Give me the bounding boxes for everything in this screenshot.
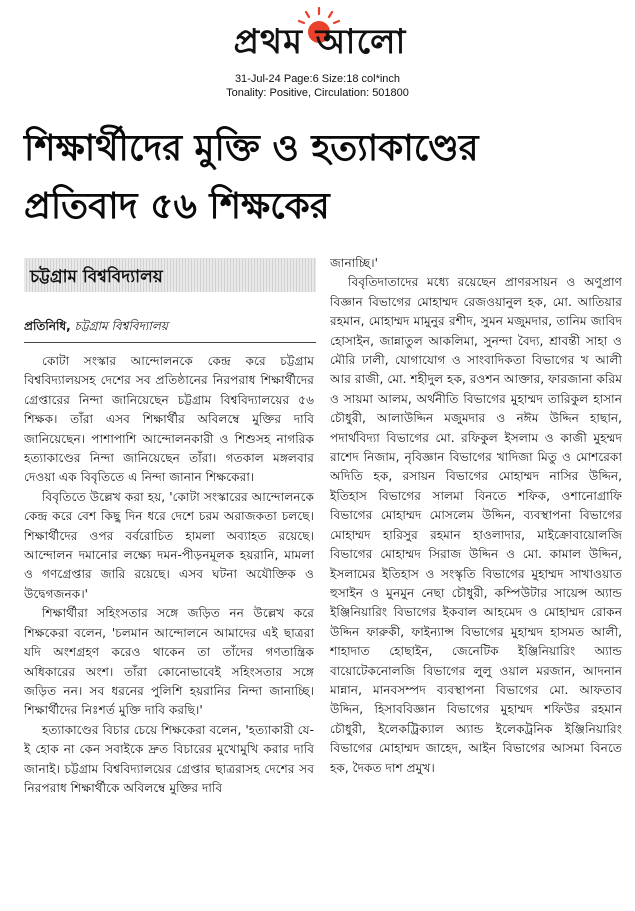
headline-line-1: শিক্ষার্থীদের মুক্তি ও হত্যাকাণ্ডের [24,128,479,169]
clipping-meta [0,72,635,100]
headline-line-2: প্রতিবাদ ৫৬ শিক্ষকের [24,186,330,227]
article-paragraph: জানাচ্ছি।' [330,256,378,270]
clipping-tonality-line: Tonality: Positive, Circulation: 501800 [226,87,409,99]
byline-place: চট্টগ্রাম বিশ্ববিদ্যালয় [74,319,168,333]
article-paragraph: বিবৃতিতে উল্লেখ করা হয়, 'কোটা সংস্কারের আন্দোলনকে কেন্দ্র করে বেশ কিছু দিন ধরে দেশে চরম অরাজকতা চলছে। শিক্ষার্থীদের ওপর বর্বরোচিত হামলা অব্যাহত রয়েছে। আন্দোলন দমানোর লক্ষ্যে দমন-পীড়নমূলক হয়রানি, মামলা ও গণগ্রেপ্তার জারি রয়েছে। এসব ঘটনা অযৌক্তিক ও উদ্বেগজনক।' [24,489,314,601]
article-paragraph: শিক্ষার্থীরা সহিংসতার সঙ্গে জড়িত নন উল্লেখ করে শিক্ষকেরা বলেন, 'চলমান আন্দোলনে আমাদের এই ছাত্ররা যদি অংশগ্রহণ করেও থাকেন তা তাঁদের গণতান্ত্রিক অধিকারের অংশ। তাঁরা কোনোভাবেই সহিংসতার সঙ্গে জড়িত নন। সব ধরনের পুলিশি হয়রানির নিন্দা জানাচ্ছি। শিক্ষার্থীদের নিঃশর্ত মুক্তি দাবি করছি।' [24,606,314,718]
article-paragraph: হত্যাকাণ্ডের বিচার চেয়ে শিক্ষকেরা বলেন, 'হত্যাকারী যে-ই হোক না কেন সবাইকে দ্রুত বিচারের মুখোমুখি করার দাবি জানাই। চট্টগ্রাম বিশ্ববিদ্যালয়ের গ্রেপ্তার ছাত্ররাসহ দেশের সব নিরপরাধ শিক্ষার্থীকে অবিলম্বে মুক্তির দাবি [24,722,314,795]
section-label: চট্টগ্রাম বিশ্ববিদ্যালয় [30,267,163,287]
byline-reporter: প্রতিনিধি, [24,319,71,333]
byline [24,318,168,338]
byline-divider [24,342,316,343]
article-paragraph: কোটা সংস্কার আন্দোলনকে কেন্দ্র করে চট্টগ্রাম বিশ্ববিদ্যালয়সহ দেশের সব প্রতিষ্ঠানের নিরপরাধ শিক্ষার্থীদের গ্রেপ্তারের নিন্দা জানিয়েছেন চট্টগ্রাম বিশ্ববিদ্যালয়ের ৫৬ শিক্ষক। তাঁরা এসব শিক্ষার্থীর অবিলম্বে মুক্তির দাবি জানিয়েছেন। পাশাপাশি আন্দোলনকারী ও শিশুসহ নাগরিক হত্যাকাণ্ডের নিন্দা জানিয়েছেন তাঁরা। গতকাল মঙ্গলবার দেওয়া এক বিবৃতিতে এ নিন্দা জানান শিক্ষকেরা। [24,354,314,485]
article-column-left [24,352,314,900]
newspaper-logo: প্রথম আলো [233,22,407,62]
article-column-right [330,254,622,902]
clipping-date-line: 31-Jul-24 Page:6 Size:18 col*inch [234,73,401,85]
article-paragraph: বিবৃতিদাতাদের মধ্যে রয়েছেন প্রাণরসায়ন ও অণুপ্রাণ বিজ্ঞান বিভাগের মোহাম্মদ রেজওয়ানুল হক, মো. আতিয়ার রহমান, মোহাম্মদ মামুনুর রশীদ, সুমন মজুমদার, তানিম জাবিদ হোসাইন, জান্নাতুল আকলিমা, সুনন্দা বৈদ্য, শ্রাবন্তী সাহা ও মৌরি ঢালী, যোগাযোগ ও সাংবাদিকতা বিভাগের খ আলী আর রাজী, মো. শহীদুল হক, রওশন আক্তার, ফারজানা করিম ও সায়মা আলম, অর্থনীতি বিভাগের মুহাম্মদ তারিকুল হাসান চৌধুরী, আলাউদ্দিন মজুমদার ও নঈম উদ্দিন হাছান, পদার্থবিদ্যা বিভাগের মো. রফিকুল ইসলাম ও কাজী মুহম্মদ রাশেদ নিজাম, নৃবিজ্ঞান বিভাগের খাদিজা মিতু ও মোশরেকা অদিতি হক, রসায়ন বিভাগের মোহাম্মদ নাসির উদ্দিন, ইতিহাস বিভাগের সালমা বিনতে শফিক, ওশানোগ্রাফি বিভাগের মোহাম্মদ মোসলেম উদ্দিন, ব্যবস্থাপনা বিভাগের মোহাম্মদ হারিসুর রহমান হাওলাদার, মাইক্রোবায়োলজি বিভাগের মোহাম্মদ সিরাজ উদ্দিন ও মো. কামাল উদ্দিন, ইসলামের ইতিহাস ও সংস্কৃতি বিভাগের মুহাম্মদ সাখাওয়াত হুসাইন ও মুনমুন নেছা চৌধুরী, কম্পিউটার সায়েন্স অ্যান্ড ইঞ্জিনিয়ারিং বিভাগের ইকবাল আহমেদ ও মোহাম্মদ রোকন উদ্দিন ফারুকী, ফাইন্যান্স বিভাগের মুহাম্মদ হাসমত আলী, শাহাদাত হোছাইন, জেনেটিক ইঞ্জিনিয়ারিং অ্যান্ড বায়োটেকনোলজি বিভাগের লুলু ওয়াল মরজান, আদনান মান্নান, মানবসম্পদ ব্যবস্থাপনা বিভাগের মো. আফতাব উদ্দিন, হিসাববিজ্ঞান বিভাগের মুহাম্মদ শফিউর রহমান চৌধুরী, ইলেকট্রিক্যাল অ্যান্ড ইলেকট্রনিক ইঞ্জিনিয়ারিং বিভাগের মোহাম্মদ জাহেদ, আইন বিভাগের আসমা বিনতে হক, দৈকত দাশ প্রমুখ। [330,275,622,775]
masthead [0,6,635,68]
